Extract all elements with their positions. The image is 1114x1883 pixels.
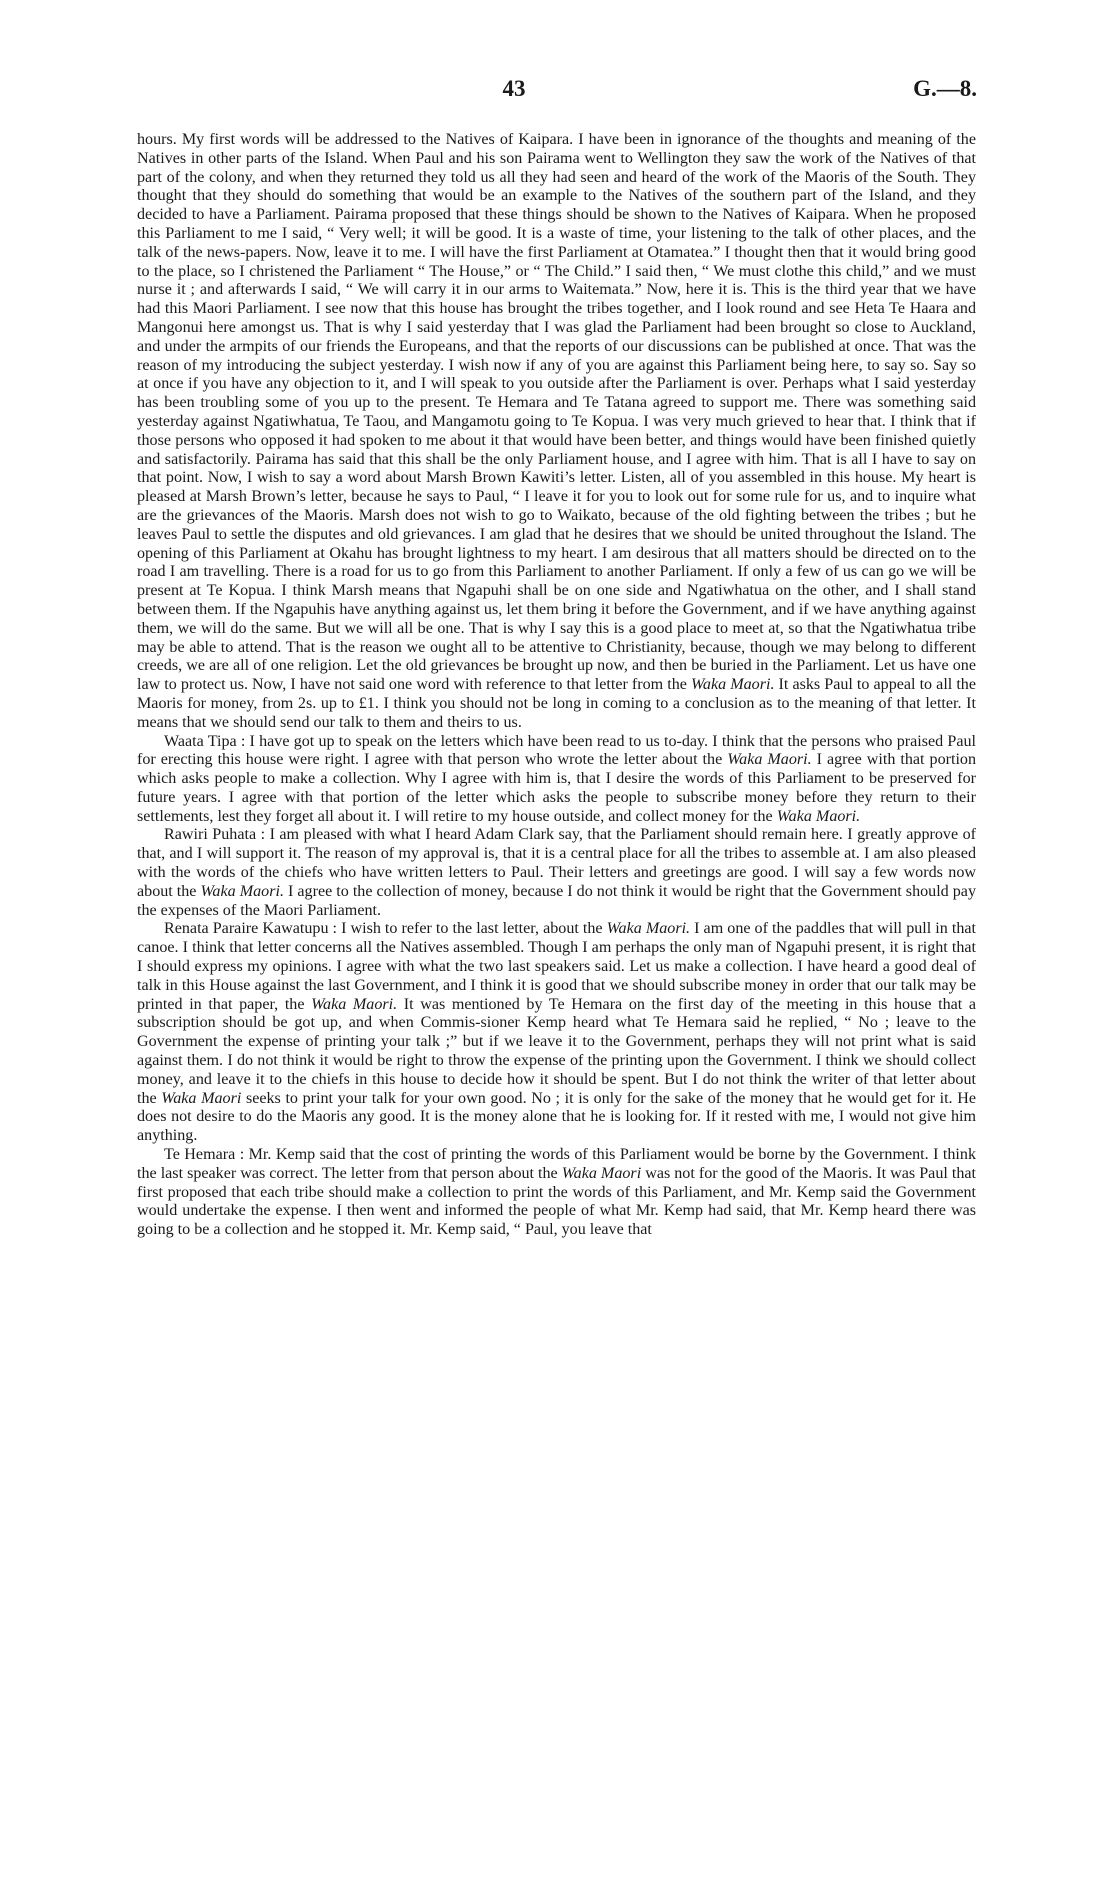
- paragraph: hours. My first words will be addressed to the Natives of Kaipara. I have been in ignorance of the thoughts and meaning of the Natives in other parts of the Island. When Paul and his son Pairama went to Wellington they saw the work of the Natives of that part of the colony, and when they returned they told us all they had seen and heard of the work of the Maoris of the South. They thought that they should do something that would be an example to the Natives of the southern part of the Island, and they decided to have a Parliament. Pairama proposed that these things should be shown to the Natives of Kaipara. When he proposed this Parliament to me I said, “ Very well; it will be good. It is a waste of time, your listening to the talk of other places, and the talk of the news-papers. Now, leave it to me. I will have the first Parliament at Otamatea.” I thought then that it would bring good to the place, so I christened the Parliament “ The House,” or “ The Child.” I said then, “ We must clothe this child,” and we must nurse it ; and afterwards I said, “ We will carry it in our arms to Waitemata.” Now, here it is. This is the third year that we have had this Maori Parliament. I see now that this house has brought the tribes together, and I look round and see Heta Te Haara and Mangonui here amongst us. That is why I said yesterday that I was glad the Parliament had been brought so close to Auckland, and under the armpits of our friends the Europeans, and that the reports of our discussions can be published at once. That was the reason of my introducing the subject yesterday. I wish now if any of you are against this Parliament being here, to say so. Say so at once if you have any objection to it, and I will speak to you outside after the Parliament is over. Perhaps what I said yesterday has been troubling some of you up to the present. Te Hemara and Te Tatana agreed to support me. There was something said yesterday against Ngatiwhatua, Te Taou, and Mangamotu going to Te Kopua. I was very much grieved to hear that. I think that if those persons who opposed it had spoken to me about it that would have been better, and things would have been finished quietly and satisfactorily. Pairama has said that this shall be the only Parliament house, and I agree with him. That is all I have to say on that point. Now, I wish to say a word about Marsh Brown Kawiti’s letter. Listen, all of you assembled in this house. My heart is pleased at Marsh Brown’s letter, because he says to Paul, “ I leave it for you to look out for some rule for us, and to inquire what are the grievances of the Maoris. Marsh does not wish to go to Waikato, because of the old fighting between the tribes ; but he leaves Paul to settle the disputes and old grievances. I am glad that he desires that we should be united throughout the Island. The opening of this Parliament at Okahu has brought lightness to my heart. I am desirous that all matters should be directed on to the road I am travelling. There is a road for us to go from this Parliament to another Parliament. If only a few of us can go we will be present at Te Kopua. I think Marsh means that Ngapuhi shall be on one side and Ngatiwhatua on the other, and I shall stand between them. If the Ngapuhis have anything against us, let them bring it before the Government, and if we have anything against them, we will do the same. But we will all be one. That is why I say this is a good place to meet at, so that the Ngatiwhatua tribe may be able to attend. That is the reason we ought all to be attentive to Christianity, because, though we may belong to different creeds, we are all of one religion. Let the old grievances be brought up now, and then be buried in the Parliament. Let us have one law to protect us. Now, I have not said one word with reference to that letter from the Waka Maori. It asks Paul to appeal to all the Maoris for money, from 2s. up to £1. I think you should not be long in coming to a conclusion as to the meaning of that letter. It means that we should send our talk to them and theirs to us.: [137, 131, 976, 731]
- body-text: [137, 131, 976, 1240]
- paragraph: Te Hemara : Mr. Kemp said that the cost of printing the words of this Parliament would be borne by the Government. I think the last speaker was correct. The letter from that person about the Waka Maori was not for the good of the Maoris. It was Paul that first proposed that each tribe should make a collection to print the words of this Parliament, and Mr. Kemp said the Government would undertake the expense. I then went and informed the people of what Mr. Kemp had said, that Mr. Kemp heard there was going to be a collection and he stopped it. Mr. Kemp said, “ Paul, you leave that: [137, 1146, 976, 1239]
- newspaper-title: Waka Maori.: [727, 751, 812, 769]
- paragraph: Waata Tipa : I have got up to speak on the letters which have been read to us to-day. I think that the persons who praised Paul for erecting this house were right. I agree with that person who wrote the letter about the Waka Maori. I agree with that portion which asks people to make a collection. Why I agree with him is, that I desire the words of this Parliament to be preserved for future years. I agree with that portion of the letter which asks the people to subscribe money before they return to their settlements, lest they forget all about it. I will retire to my house outside, and collect money for the Waka Maori.: [137, 732, 977, 825]
- newspaper-title: Waka Maori.: [200, 882, 284, 900]
- newspaper-title: Waka Maori.: [606, 920, 691, 938]
- paragraph: Rawiri Puhata : I am pleased with what I heard Adam Clark say, that the Parliament should remain here. I greatly approve of that, and I will support it. The reason of my approval is, that it is a central place for all the tribes to assemble at. I am also pleased with the words of the chiefs who have written letters to Paul. Their letters and greetings are good. I will say a few words now about the Waka Maori. I agree to the collection of money, because I do not think it would be right that the Government should pay the expenses of the Maori Parliament.: [137, 826, 976, 919]
- section-reference: G.—8.: [913, 76, 977, 101]
- newspaper-title: Waka Maori.: [690, 676, 775, 694]
- newspaper-title: Waka Maori: [161, 1089, 242, 1107]
- newspaper-title: Waka Maori.: [311, 995, 398, 1013]
- newspaper-title: Waka Maori.: [776, 807, 861, 825]
- paragraph: Renata Paraire Kawatupu : I wish to refer to the last letter, about the Waka Maori. I am one of the paddles that will pull in that canoe. I think that letter concerns all the Natives assembled. Though I am perhaps the only man of Ngapuhi present, it is right that I should express my opinions. I agree with what the two last speakers said. Let us make a collection. I have heard a good deal of talk in this House against the last Government, and I think it is good that we should subscribe money in order that our talk may be printed in that paper, the Waka Maori. It was mentioned by Te Hemara on the first day of the meeting in this house that a subscription should be got up, and when Commis-sioner Kemp heard what Te Hemara said he replied, “ No ; leave to the Government the expense of printing your talk ;” but if we leave it to the Government, perhaps they will not print what is said against them. I do not think it would be right to throw the expense of the printing upon the Government. I think we should collect money, and leave it to the chiefs in this house to decide how it should be spent. But I do not think the writer of that letter about the Waka Maori seeks to print your talk for your own good. No ; it is only for the sake of the money that he would get for it. He does not desire to do the Maoris any good. It is the money alone that he is looking for. If it rested with me, I would not give him anything.: [137, 920, 976, 1145]
- newspaper-title: Waka Maori: [561, 1164, 642, 1182]
- page-number: 43: [502, 76, 526, 101]
